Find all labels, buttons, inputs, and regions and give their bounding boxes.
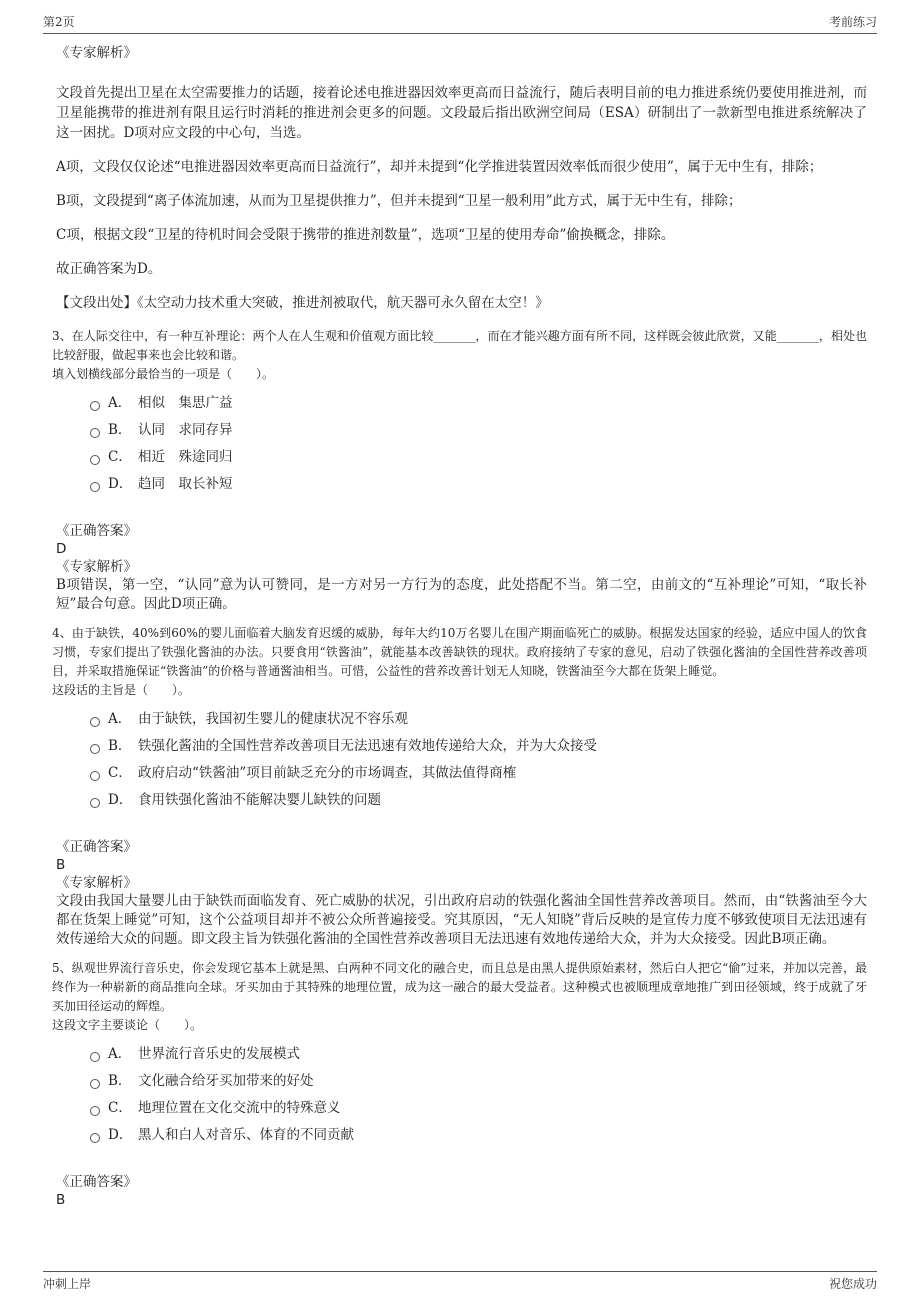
header-title: 考前练习 — [828, 15, 877, 29]
question-3-options — [90, 390, 867, 498]
question-3-prompt: 填入划横线部分最恰当的一项是（ ）。 — [52, 367, 275, 381]
page-number: 第2页 — [43, 15, 75, 29]
radio-icon[interactable] — [90, 1052, 100, 1062]
radio-icon[interactable] — [90, 401, 100, 411]
question-3-answer — [52, 522, 867, 614]
page-footer — [43, 1271, 877, 1295]
radio-icon[interactable] — [90, 771, 100, 781]
radio-icon[interactable] — [90, 1106, 100, 1116]
radio-icon[interactable] — [90, 798, 100, 808]
analysis-label: 《专家解析》 — [56, 875, 137, 891]
answer-label: 《正确答案》 — [56, 523, 137, 539]
radio-icon[interactable] — [90, 455, 100, 465]
q2-analysis-option-b: B项，文段提到“离子体流加速，从而为卫星提供推力”，但并未提到“卫星一般利用”此方式，属于无中生有，排除； — [56, 193, 742, 209]
question-4-option-b[interactable]: B． 铁强化酱油的全国性营养改善项目无法迅速有效地传递给大众，并为大众接受 — [90, 733, 867, 760]
q2-analysis-option-a: A项，文段仅仅论述“电推进器因效率更高而日益流行”，却并未提到“化学推进装置因效率低而很少使用”，属于无中生有，排除； — [56, 159, 823, 175]
q2-analysis-option-c: C项，根据文段“卫星的待机时间会受限于携带的推进剂数量”，选项“卫星的使用寿命”偷换概念，排除。 — [56, 227, 675, 243]
q2-conclusion: 故正确答案为D。 — [56, 261, 162, 277]
q2-analysis — [52, 44, 867, 313]
question-5-option-a[interactable]: A． 世界流行音乐史的发展模式 — [90, 1041, 867, 1068]
question-4-answer — [52, 838, 867, 949]
radio-icon[interactable] — [90, 1079, 100, 1089]
radio-icon[interactable] — [90, 717, 100, 727]
question-4-stem: 4、由于缺铁，40%到60%的婴儿面临着大脑发育迟缓的威胁，每年大约10万名婴儿在围产期面临死亡的威胁。根据发达国家的经验，适应中国人的饮食习惯，专家们提出了铁强化酱油的办法。只要食用“铁酱油”，就能基本改善缺铁的现状。政府接纳了专家的意见，启动了铁强化酱油的全国性营养改善项目，并采取措施保证“铁酱油”的价格与普通酱油相当。可惜，公益性的营养改善计划无人知晓，铁酱油至今大都在货架上睡觉。 — [52, 626, 867, 678]
question-4-option-d[interactable]: D． 食用铁强化酱油不能解决婴儿缺铁的问题 — [90, 787, 867, 814]
question-5-prompt: 这段文字主要谈论（ ）。 — [52, 1018, 203, 1032]
question-3-stem: 3、在人际交往中，有一种互补理论：两个人在人生观和价值观方面比较_______，而在才能兴趣方面有所不同，这样既会彼此欣赏，又能_______，相处也比较舒服，做起事来也会比较和谐。 — [52, 329, 867, 362]
radio-icon[interactable] — [90, 428, 100, 438]
question-3-analysis: B项错误，第一空，“认同”意为认可赞同，是一方对另一方行为的态度，此处搭配不当。第二空，由前文的“互补理论”可知，“取长补短”最合句意。因此D项正确。 — [56, 577, 867, 612]
question-5-option-b[interactable]: B． 文化融合给牙买加带来的好处 — [90, 1068, 867, 1095]
question-4-option-a[interactable]: A． 由于缺铁，我国初生婴儿的健康状况不容乐观 — [90, 706, 867, 733]
question-3-option-d[interactable]: D． 趋同 取长补短 — [90, 471, 867, 498]
radio-icon[interactable] — [90, 744, 100, 754]
q2-analysis-label: 《专家解析》 — [56, 45, 137, 61]
radio-icon[interactable] — [90, 482, 100, 492]
footer-right-text: 祝您成功 — [828, 1277, 877, 1291]
analysis-label: 《专家解析》 — [56, 559, 137, 575]
question-4-analysis: 文段由我国大量婴儿由于缺铁而面临发育、死亡威胁的状况，引出政府启动的铁强化酱油全国性营养改善项目。然而，由“铁酱油至今大都在货架上睡觉”可知，这个公益项目却并不被公众所普遍接受。究其原因，“无人知晓”背后反映的是宣传力度不够致使项目无法迅速有效传递给大众的问题。即文段主旨为铁强化酱油的全国性营养改善项目无法迅速有效地传递给大众，并为大众接受。因此B项正确。 — [56, 893, 867, 947]
question-4 — [52, 624, 867, 949]
question-5-stem: 5、纵观世界流行音乐史，你会发现它基本上就是黑、白两种不同文化的融合史，而且总是由黑人提供原始素材，然后白人把它“偷”过来，并加以完善，最终作为一种崭新的商品推向全球。牙买加由于其特殊的地理位置，成为这一融合的最大受益者。这种模式也被顺理成章地推广到田径领域，终于成就了牙买加田径运动的辉煌。 — [52, 961, 867, 1013]
answer-value: D — [56, 541, 67, 557]
question-5-options — [90, 1041, 867, 1149]
question-3-option-b[interactable]: B． 认同 求同存异 — [90, 417, 867, 444]
answer-label: 《正确答案》 — [56, 1174, 137, 1190]
page-header — [43, 10, 877, 34]
q2-analysis-main: 文段首先提出卫星在太空需要推力的话题，接着论述电推进器因效率更高而日益流行，随后表明目前的电力推进系统仍要使用推进剂，而卫星能携带的推进剂有限且运行时消耗的推进剂会更多的问题。文段最后指出欧洲空间局（ESA）研制出了一款新型电推进系统解决了这一困扰。D项对应文段的中心句，当选。 — [56, 85, 867, 141]
question-3 — [52, 327, 867, 614]
q2-source: 【文段出处】《太空动力技术重大突破，推进剂被取代，航天器可永久留在太空！》 — [56, 295, 549, 311]
question-4-options — [90, 706, 867, 814]
radio-icon[interactable] — [90, 1133, 100, 1143]
answer-value: B — [56, 1192, 66, 1208]
question-5-option-d[interactable]: D． 黑人和白人对音乐、体育的不同贡献 — [90, 1122, 867, 1149]
question-4-option-c[interactable]: C． 政府启动“铁酱油”项目前缺乏充分的市场调查，其做法值得商榷 — [90, 760, 867, 787]
question-3-option-a[interactable]: A． 相似 集思广益 — [90, 390, 867, 417]
question-4-prompt: 这段话的主旨是（ ）。 — [52, 683, 191, 697]
answer-value: B — [56, 857, 66, 873]
question-3-option-c[interactable]: C． 相近 殊途同归 — [90, 444, 867, 471]
page-content — [52, 44, 867, 1215]
question-5 — [52, 959, 867, 1209]
footer-left-text: 冲刺上岸 — [43, 1277, 92, 1291]
question-5-option-c[interactable]: C． 地理位置在文化交流中的特殊意义 — [90, 1095, 867, 1122]
question-5-answer — [52, 1173, 867, 1209]
answer-label: 《正确答案》 — [56, 839, 137, 855]
